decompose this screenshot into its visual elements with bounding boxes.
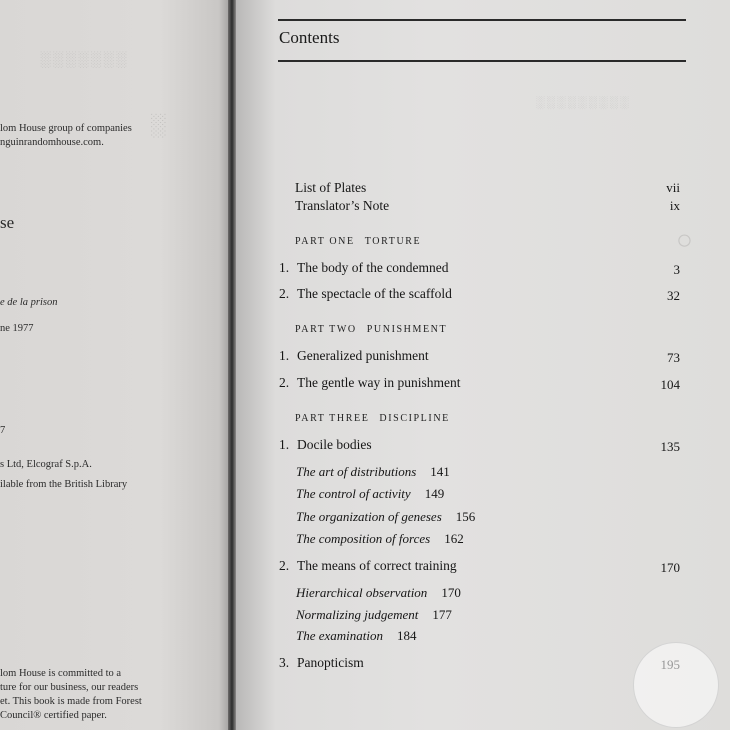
sustainability-line: lom House is committed to a (0, 668, 122, 679)
sustainability-line: et. This book is made from Forest (0, 696, 142, 707)
toc-entry-list-of-plates: List of Plates (295, 180, 367, 195)
chapter-title: Docile bodies (297, 437, 372, 452)
toc-section (296, 607, 452, 623)
left-page-copyright (0, 0, 228, 730)
chapter-number: 1. (279, 348, 290, 363)
toc-page-number: 73 (667, 350, 680, 365)
sustainability-line: Council® certified paper. (0, 710, 107, 721)
bleed-through-text: ░░░░░░░ (40, 52, 129, 68)
part-one-heading (295, 236, 421, 247)
toc-section (296, 509, 475, 525)
section-page: 184 (397, 628, 417, 643)
copyright-line: 7 (0, 425, 6, 436)
book-gutter (228, 0, 236, 730)
part-label: PART TWO (295, 324, 357, 335)
top-rule (278, 19, 686, 21)
toc-section (296, 486, 444, 502)
watermark-seal (633, 642, 719, 728)
part-two-heading (295, 324, 447, 335)
toc-section (296, 531, 464, 547)
toc-entry-translators-note: Translator’s Note (295, 198, 390, 213)
toc-chapter (279, 558, 457, 574)
part-three-heading (295, 413, 450, 424)
part-name: DISCIPLINE (379, 413, 450, 424)
copyright-line: nguinrandomhouse.com. (0, 137, 104, 148)
toc-page-number: 170 (660, 560, 680, 575)
chapter-title: The gentle way in punishment (297, 375, 461, 390)
section-title: Hierarchical observation (296, 585, 428, 600)
chapter-number: 2. (279, 558, 290, 573)
copyright-line: lom House group of companies (0, 123, 132, 134)
chapter-number: 2. (279, 286, 290, 301)
toc-page-number: vii (666, 180, 680, 195)
toc-page-number: 32 (667, 288, 680, 303)
toc-page-number: ix (669, 198, 680, 213)
bleed-through-text: ○ (676, 225, 695, 256)
part-label: PART ONE (295, 236, 355, 247)
bleed-through-text: ░░░░░░░░░ (536, 95, 631, 109)
chapter-number: 3. (279, 655, 290, 670)
chapter-number: 1. (279, 260, 290, 275)
part-name: TORTURE (364, 236, 422, 247)
toc-chapter (279, 375, 460, 391)
chapter-title: The body of the condemned (297, 260, 449, 275)
toc-chapter (279, 260, 448, 276)
section-title: The control of activity (296, 486, 411, 501)
toc-page-number: 135 (660, 439, 680, 454)
section-page: 177 (432, 607, 452, 622)
chapter-title: Generalized punishment (297, 348, 429, 363)
title-rule (278, 60, 686, 62)
toc-chapter (279, 348, 429, 364)
chapter-number: 2. (279, 375, 290, 390)
sustainability-line: ture for our business, our readers (0, 682, 139, 693)
contents-page (236, 0, 730, 730)
chapter-title: The means of correct training (297, 558, 457, 573)
toc-section (296, 585, 461, 601)
section-page: 170 (441, 585, 461, 600)
section-title: The composition of forces (296, 531, 431, 546)
section-title: The examination (296, 628, 384, 643)
toc-chapter (279, 655, 364, 671)
toc-section (296, 464, 450, 480)
catalogue-line: ilable from the British Library (0, 479, 128, 490)
contents-title: Contents (279, 28, 340, 47)
toc-chapter (279, 286, 452, 302)
toc-section (296, 628, 417, 644)
toc-chapter (279, 437, 372, 453)
section-page: 149 (424, 486, 445, 501)
chapter-title: The spectacle of the scaffold (297, 286, 452, 301)
original-title-line: e de la prison (0, 297, 58, 308)
section-page: 156 (455, 509, 476, 524)
toc-page-number: 3 (673, 262, 680, 277)
section-title: The organization of geneses (296, 509, 442, 524)
toc-page-number: 104 (660, 377, 680, 392)
copyright-heading: se (0, 213, 15, 232)
chapter-title: Panopticism (297, 655, 364, 670)
bleed-through-text: ░ (150, 112, 168, 137)
section-title: Normalizing judgement (296, 607, 419, 622)
printer-line: s Ltd, Elcograf S.p.A. (0, 459, 92, 470)
section-page: 162 (444, 531, 464, 546)
chapter-number: 1. (279, 437, 290, 452)
part-label: PART THREE (295, 413, 370, 424)
part-name: PUNISHMENT (366, 324, 448, 335)
section-page: 141 (430, 464, 450, 479)
section-title: The art of distributions (296, 464, 417, 479)
copyright-line: ne 1977 (0, 323, 34, 334)
